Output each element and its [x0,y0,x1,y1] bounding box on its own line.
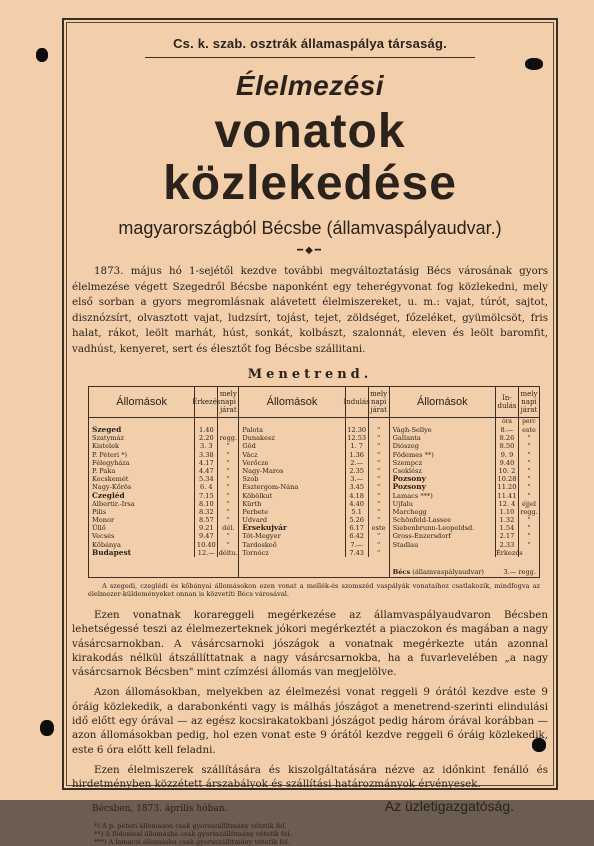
timetable-row [239,532,388,540]
station-day-part: " [377,450,381,459]
station-day-part: " [226,540,230,549]
timetable-row [390,483,539,491]
timetable-row [390,459,539,467]
timetable-row [239,483,388,491]
station-time: 11.41 [496,492,519,500]
station-time: 12.30 [346,426,369,434]
timetable-row [239,541,388,549]
station-time: 8.26 [496,434,519,442]
station-day-part: " [377,442,381,451]
station-name: Albertir.-Irsa [89,500,195,508]
timetable-row [89,451,238,459]
station-name: Érsekujvár [239,524,345,532]
station-name: Palota [239,426,345,434]
station-day-part: regg. [219,434,238,443]
station-name: Szempcz [390,459,496,467]
station-name: Verőcze [239,459,345,467]
subheader-part [369,418,389,426]
station-name: Siebenbrunn-Leopoldsd. [390,524,496,532]
station-time: 6.42 [346,532,369,540]
station-name: Göd [239,442,345,450]
timetable-row [89,434,238,442]
subheader-time [195,418,218,426]
footnote-3: ***) A lamacsi állomásba csak gyorsszállítmány vétetik fel. [94,837,290,846]
station-day-part: " [377,540,381,549]
station-time: 8.— [496,426,519,434]
station-header: Állomások [239,387,345,417]
timetable-row [89,516,238,524]
station-name: Udvard [239,516,345,524]
timetable [88,386,540,578]
station-day-part: regg. [520,507,538,516]
station-time: 6. 4 [195,483,218,491]
route-line: magyarországból Bécsbe (államvaspályaudvar.) [118,218,502,238]
day-part-header: mely napi járat [520,390,538,414]
station-day-part: " [226,499,230,508]
station-time: 1.32 [496,516,519,524]
time-header: Érkezés [195,387,218,417]
station-time: 8.32 [195,508,218,516]
station-name: Szob [239,475,345,483]
station-name: P. Péteri *) [89,451,195,459]
intro-paragraph: 1873. május hó 1-sejétől kezdve további megváltoztatásig Bécs városának gyors élelmezése végett Szegedről Bécsbe naponként egy teherégyvonat fog közlekedni, mely első sorban a gyors megromlásnak alávetett élelmiszereket, u. m.: vajat, túrót, sajtot, disznózsírt, olvasztott vajat, ludzsírt, tojást, tejet, zöldséget, főzeléket, gyümölcsöt, fris halat, rákot, leölt marhát, húst, sonkát, kolbászt, szalonnát, eleven és leölt baromfit, vadhúst, kenyeret, sert és élesztőt fog Bécsbe szállitani. [72,265,548,355]
station-name: Lamacs ***) [390,492,496,500]
station-time: 9. 9 [496,451,519,459]
timetable-row [89,459,238,467]
station-day-part: " [527,532,531,541]
station-time: 3. 3 [195,442,218,450]
station-time: 10.40 [195,541,218,549]
station-name: Schönfeld-Lassee [390,516,496,524]
timetable-row [239,508,388,516]
timetable-row [239,426,388,434]
footnote-2: **) A födemesi állomásba csak gyorsszállítmány vétetik fel. [94,829,292,838]
station-time: 5.34 [195,475,218,483]
station-time: 7.— [346,541,369,549]
subheader-station [239,418,345,426]
final-station-note: (államvaspályaudvar) [412,567,484,576]
station-day-part: " [377,475,381,484]
column-header [390,387,539,418]
subheader-time [346,418,369,426]
timetable-row [239,524,388,532]
station-day-part: " [527,442,531,451]
timetable-row [89,500,238,508]
station-name: Szatymáz [89,434,195,442]
station-time: 12.— [195,549,218,557]
station-time: 8.57 [195,516,218,524]
document-content [72,24,548,846]
station-day-part: éjjel [521,499,536,508]
station-day-part: " [527,458,531,467]
final-station-row [390,567,539,577]
station-time: 4.47 [195,467,218,475]
station-time: 3.38 [195,451,218,459]
station-name: Szeged [89,426,195,434]
station-name: Budapest [89,549,195,557]
station-time: 12.53 [346,434,369,442]
station-name: Vácz [239,451,345,459]
station-time: 8.10 [195,500,218,508]
timetable-row [390,516,539,524]
footnotes [72,822,548,846]
timetable-row [239,459,388,467]
station-time: 4.40 [346,500,369,508]
station-day-part: " [226,442,230,451]
timetable-row [390,541,539,549]
day-part-header: mely napi járat [219,390,237,414]
subheader-part [218,418,238,426]
station-time: 4.18 [346,492,369,500]
timetable-rows [390,426,539,567]
station-header: Állomások [89,387,195,417]
station-name: Gross-Enzersdorf [390,532,496,540]
final-station: Bécs [392,567,411,576]
station-day-part: " [377,516,381,525]
station-name: Gallanta [390,434,496,442]
station-time: 2.— [346,459,369,467]
station-day-part: " [527,491,531,500]
station-name: Kistelek [89,442,195,450]
station-day-part: " [226,491,230,500]
station-time: 10.28 [496,475,519,483]
subheader-time: óra [496,418,519,426]
station-name: Monor [89,516,195,524]
station-name [390,549,496,557]
timetable-row [89,524,238,532]
body-text [72,608,548,792]
station-day-part: " [527,475,531,484]
timetable-row [390,508,539,516]
station-day-part: " [377,532,381,541]
timetable-row [239,467,388,475]
header-rule [145,57,475,58]
timetable-row [89,467,238,475]
station-name: Cseklész [390,467,496,475]
timetable-row [390,524,539,532]
station-day-part: " [377,491,381,500]
column-header [239,387,388,418]
station-day-part: " [226,516,230,525]
station-day-part: " [527,483,531,492]
station-day-part: " [377,466,381,475]
station-name: Ujfalu [390,500,496,508]
timetable-column-2 [239,387,389,577]
station-day-part: " [527,434,531,443]
timetable-row [390,442,539,450]
timetable-column-1 [89,387,239,577]
station-header: Állomások [390,387,496,417]
timetable-row [390,434,539,442]
station-time: 8.50 [496,442,519,450]
timetable-row [239,451,388,459]
station-day-part: " [226,483,230,492]
station-day-part: " [527,524,531,533]
timetable-row [390,467,539,475]
station-name: Stadlau [390,541,496,549]
station-name: Félegyháza [89,459,195,467]
timetable-row [390,500,539,508]
day-part-header: mely napi járat [370,390,388,414]
station-day-part: " [377,548,381,557]
timetable-row [89,549,238,557]
subheader-station [89,418,195,426]
footnote-1: *) A p. péteri állomáson csak gyorsszállítmány vétetik fel. [94,821,287,830]
station-time: 5.1 [346,508,369,516]
station-name: Vágh-Sellye [390,426,496,434]
column-subheader [390,418,539,426]
station-name: P. Paka [89,467,195,475]
timetable-row [239,434,388,442]
station-day-part: " [377,507,381,516]
timetable-row [390,451,539,459]
station-day-part: dél. [222,524,235,533]
paragraph-2: Azon állomásokban, melyekben az élelmezési vonat reggeli 9 órától kezdve este 9 óráig közlekedik, a darabonkénti vagy is málhás jószágot a menetrend-szerinti elindulási idő előtt egy órával — az egész kocsirakatokbani jószágot pedig három órával korábban — azon állomásokban pedig, hol ezen vonat este 9 órától kezdve reggeli 6 óráig közlekedik, este 6 óra előtt kell feladni. [72,686,548,756]
column-header [89,387,238,418]
timetable-row [390,532,539,540]
station-day-part: este [371,524,386,533]
station-day-part: " [377,458,381,467]
station-time: 1. 7 [346,442,369,450]
station-time: 5.26 [346,516,369,524]
station-time: 1.10 [496,508,519,516]
binding-hole-left-bottom [40,720,54,736]
timetable-row [89,508,238,516]
station-time: 9.21 [195,524,218,532]
time-header: In-dulás [496,387,519,417]
timetable-row [239,475,388,483]
timetable-note: A szegedi, czeglédi és kőbányai állomásokon ezen vonat a mellék-és szomszéd vaspályák vonataihoz csatlakozik, mindfogva az élelmezer-küldeményeket onnan is közvetíti Bécs városával. [88,582,540,598]
station-time: 11.20 [496,483,519,491]
station-time: 1.36 [346,451,369,459]
station-name: Kecskemét [89,475,195,483]
station-name: Dunakesz [239,434,345,442]
station-time: 9.47 [195,532,218,540]
station-time: 10. 2 [496,467,519,475]
timetable-row [89,541,238,549]
station-day-part: " [226,450,230,459]
station-name: Pilis [89,508,195,516]
station-day-part: déltu. [218,548,238,557]
timetable-row [390,492,539,500]
station-time: 12. 4 [496,500,519,508]
timetable-row [390,549,539,557]
station-name: Tardoskeő [239,541,345,549]
timetable-row [89,426,238,434]
timetable-row [239,549,388,557]
station-time: 6.17 [346,524,369,532]
column-subheader [239,418,388,426]
station-day-part: este [522,426,536,434]
station-time: 1.40 [195,426,218,434]
time-header: Indulás [346,387,369,417]
station-time: 9.40 [496,459,519,467]
station-name: Nagy-Kőrös [89,483,195,491]
station-time: 4.17 [195,459,218,467]
station-day-part: " [377,434,381,443]
paragraph-3: Ezen élelmiszerek szállítására és kiszolgáltatására nézve az időnkint fenálló és hirdetményben közzétett árszabályok és szállítási határozmányok érvényesek. [72,763,548,791]
station-time: 2.20 [195,434,218,442]
notice-title: vonatok közlekedése [163,105,457,210]
station-day-part: " [226,466,230,475]
company-name: Cs. k. szab. osztrák államaspálya társaság. [173,36,447,51]
column-subheader [89,418,238,426]
timetable-row [239,492,388,500]
station-day-part [218,426,238,434]
notice-subtitle: Élelmezési [235,70,385,101]
station-day-part: " [377,426,381,434]
timetable-row [390,475,539,483]
station-day-part: " [226,532,230,541]
station-name: Pozsony [390,483,496,491]
ornament-divider: ━◆━ [297,245,323,256]
station-time: 1.54 [496,524,519,532]
timetable-rows [89,426,238,577]
timetable-row [89,475,238,483]
station-name: Köbölkut [239,492,345,500]
station-day-part: " [527,450,531,459]
station-name: Födemes **) [390,451,496,459]
station-name: Üllő [89,524,195,532]
station-name: Diószeg [390,442,496,450]
station-time: 3.— [346,475,369,483]
station-day-part [519,549,539,557]
place-date: Bécsben, 1873. április hóban. [92,803,228,814]
station-name: Vecsés [89,532,195,540]
timetable-row [239,516,388,524]
station-day-part: " [226,475,230,484]
station-name: Marchegg [390,508,496,516]
station-time: 3.45 [346,483,369,491]
timetable-column-3 [390,387,539,577]
station-day-part: " [377,483,381,492]
timetable-row [390,426,539,434]
station-name: Perbete [239,508,345,516]
station-time: 7.15 [195,492,218,500]
station-time: 2.33 [496,541,519,549]
paragraph-1: Ezen vonatnak korareggeli megérkezése az államvaspályaudvaron Bécsben lehetségessé teszi az élelmezerteknek jókori megérkeztét a piaczokon és magában a nagy vásárcsarnokban. A vásárcsarnoki jószágok a vonatnak megérkezte után azonnal kirakodás nélkül átszállíttatnak a nagy vásárcsarnokba, ha a fuvarlevelében „a nagy vásárcsarnok Bécsben" mint czímzési állomás van megjelölve. [72,609,548,679]
station-day-part: " [527,516,531,525]
timetable-row [239,500,388,508]
station-time: Érkezés [495,548,523,557]
station-day-part: " [527,466,531,475]
subheader-station [390,418,496,426]
timetable-rows [239,426,388,577]
timetable-row [89,532,238,540]
final-time: 3.— [503,567,517,576]
station-day-part: " [226,507,230,516]
station-time: 2.35 [346,467,369,475]
station-day-part: " [377,499,381,508]
subheader-part: perc [522,418,536,425]
station-time: 2.17 [496,532,519,540]
station-name: Pozsony [390,475,496,483]
station-name: Kőbánya [89,541,195,549]
station-name: Esztergom-Nána [239,483,345,491]
final-day-part: regg. [518,567,536,576]
station-time: 7.43 [346,549,369,557]
station-day-part: " [226,458,230,467]
station-name: Kürth [239,500,345,508]
director-signature: Az üzletigazgatóság. [384,797,514,814]
timetable-row [89,492,238,500]
timetable-row [239,442,388,450]
station-name: Tornócz [239,549,345,557]
timetable-row [89,442,238,450]
station-name: Tót-Megyer [239,532,345,540]
station-name: Nagy-Maros [239,467,345,475]
timetable-row [89,483,238,491]
binding-hole-left-top [36,48,48,62]
station-day-part: " [527,540,531,549]
timetable-heading: Menetrend. [247,367,373,382]
station-name: Czegléd [89,492,195,500]
